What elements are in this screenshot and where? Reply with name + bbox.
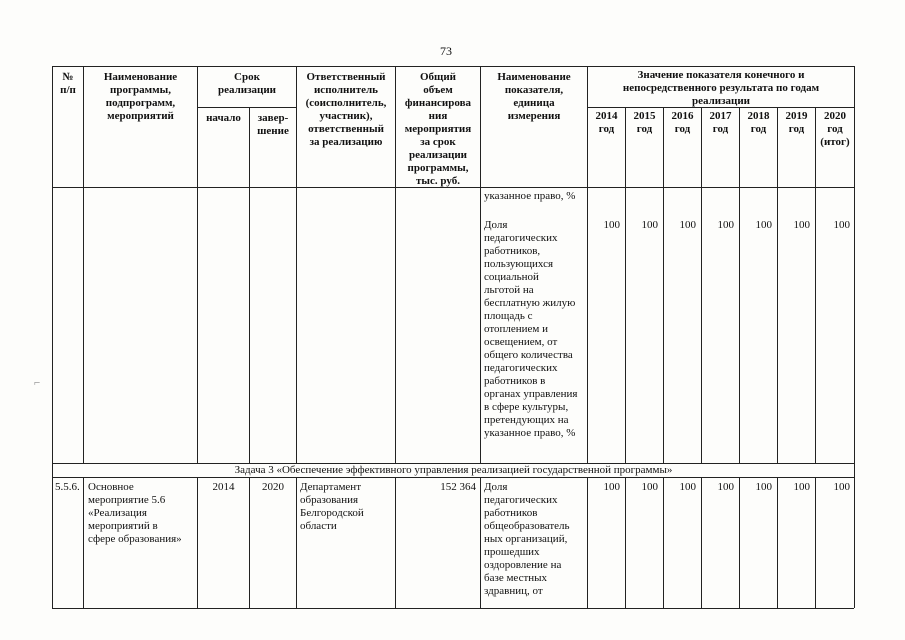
header-term: Срок реализации <box>217 71 277 96</box>
table-border-top <box>52 66 854 67</box>
header-subline-term <box>197 107 296 108</box>
col-line-480b <box>480 477 481 608</box>
task-bottom-line <box>52 477 854 478</box>
value-2019: 100 <box>793 219 810 231</box>
row-num: 5.5.6. <box>55 481 80 493</box>
header-values: Значение показателя конечного и непосредственного результата по годам реализации <box>622 69 820 107</box>
header-year-2015: 2015 год <box>633 110 656 135</box>
scan-margin-mark: ⌐ <box>34 377 41 389</box>
col-line-625b <box>625 477 626 608</box>
row-indicator: Доля педагогических работников общеобразователь ных организаций, прошедших оздоровление на базе местных здравниц, от <box>484 481 570 597</box>
header-indicator: Наименование показателя, единица измерения <box>497 71 571 122</box>
value-2016: 100 <box>679 219 696 231</box>
row-start: 2014 <box>212 481 235 493</box>
col-line-0 <box>52 66 53 608</box>
header-start: начало <box>206 112 241 124</box>
header-end: завер- шение <box>257 112 289 137</box>
row-responsible: Департамент образования Белгородской области <box>300 481 364 532</box>
header-year-2020: 2020 год (итог) <box>820 110 850 148</box>
value-2015: 100 <box>641 219 658 231</box>
col-line-480a <box>480 66 481 463</box>
col-line-815a <box>815 107 816 463</box>
row-value-2016: 100 <box>679 481 696 493</box>
col-line-815b <box>815 477 816 608</box>
col-line-395b <box>395 477 396 608</box>
row-name: Основное мероприятие 5.6 «Реализация мероприятий в сфере образования» <box>88 481 182 545</box>
col-line-197a <box>197 66 198 463</box>
header-year-2018: 2018 год <box>747 110 770 135</box>
row-volume: 152 364 <box>440 481 476 493</box>
row-value-2018: 100 <box>755 481 772 493</box>
row-value-2020: 100 <box>833 481 850 493</box>
col-line-854 <box>854 66 855 608</box>
col-line-663a <box>663 107 664 463</box>
header-num: № п/п <box>60 71 76 96</box>
header-year-2019: 2019 год <box>785 110 808 135</box>
col-line-249a <box>249 107 250 463</box>
col-line-739b <box>739 477 740 608</box>
col-line-83b <box>83 477 84 608</box>
value-2014: 100 <box>603 219 620 231</box>
value-2017: 100 <box>717 219 734 231</box>
row-end: 2020 <box>262 481 284 493</box>
header-year-2017: 2017 год <box>709 110 732 135</box>
indicator-tail: указанное право, % <box>484 190 576 202</box>
col-line-777a <box>777 107 778 463</box>
col-line-625a <box>625 107 626 463</box>
header-responsible: Ответственный исполнитель (соисполнитель, участник), ответственный за реализацию <box>305 71 387 148</box>
col-line-296b <box>296 477 297 608</box>
page-number: 73 <box>440 44 452 58</box>
col-line-197b <box>197 477 198 608</box>
col-line-777b <box>777 477 778 608</box>
col-line-739a <box>739 107 740 463</box>
header-name: Наименование программы, подпрограмм, мероприятий <box>103 71 178 122</box>
row-value-2014: 100 <box>603 481 620 493</box>
value-2018: 100 <box>755 219 772 231</box>
table-border-bottom <box>52 608 854 609</box>
col-line-701a <box>701 107 702 463</box>
task-heading: Задача 3 «Обеспечение эффективного управления реализацией государственной программы» <box>234 464 673 476</box>
row-value-2017: 100 <box>717 481 734 493</box>
col-line-701b <box>701 477 702 608</box>
header-year-2016: 2016 год <box>671 110 694 135</box>
header-year-2014: 2014 год <box>595 110 618 135</box>
col-line-663b <box>663 477 664 608</box>
header-volume: Общий объем финансирова ния мероприятия за срок реализации программы, тыс. руб. <box>404 71 472 187</box>
col-line-83a <box>83 66 84 463</box>
indicator-text: Доля педагогических работников, пользующихся социальной льготой на бесплатную жилую площадь с отоплением и освещением, от общего количества педагогических работников в органах управления в сфере культуры, претендующих на указанное право, % <box>484 219 578 439</box>
row-value-2015: 100 <box>641 481 658 493</box>
row-value-2019: 100 <box>793 481 810 493</box>
value-2020: 100 <box>833 219 850 231</box>
col-line-249b <box>249 477 250 608</box>
